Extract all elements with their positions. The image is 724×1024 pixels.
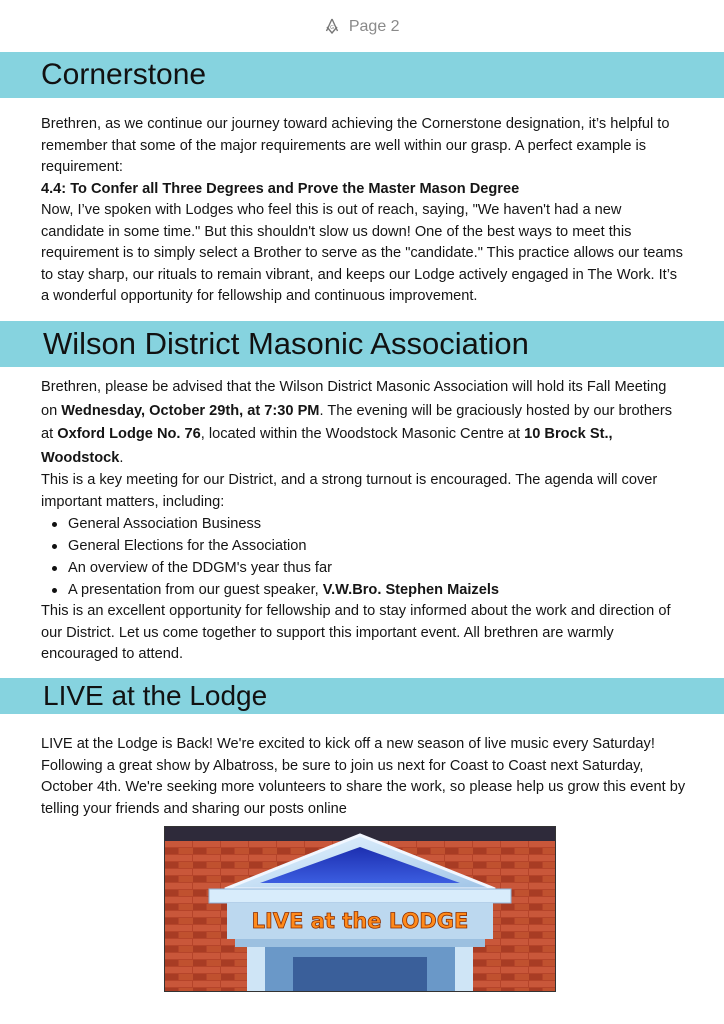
list-item: General Association Business	[41, 513, 686, 535]
live-banner	[0, 678, 724, 714]
lodge-sign-text: LIVE at the LODGE	[251, 909, 469, 933]
cornerstone-title: Cornerstone	[41, 58, 207, 91]
wilson-p1-text-d: .	[119, 449, 124, 466]
cornerstone-intro: Brethren, as we continue our journey toward achieving the Cornerstone designation, it’s helpful to remember that some of the major requirements are well within our grasp. A perfect example is requirement:	[41, 116, 670, 175]
cornerstone-banner	[0, 52, 724, 98]
bullet4-text: A presentation from our guest speaker,	[68, 582, 323, 598]
wilson-title: Wilson District Masonic Association	[43, 326, 529, 361]
wilson-text	[41, 376, 686, 666]
wilson-paragraph-3: This is an excellent opportunity for fellowship and to stay informed about the work and direction of our District. Let us come together to support this important event. All brethren are warmly encouraged to attend.	[41, 603, 671, 662]
wilson-p1-text-a: Brethren, please be advised that the Wilson District Masonic Association will hold its Fall Meeting on	[41, 379, 667, 419]
cornerstone-body: Now, I’ve spoken with Lodges who feel this is out of reach, saying, "We haven't had a new candidate in some time." But this shouldn't slow us down! One of the best ways to meet this requirement is to simply select a Brother to serve as the "candidate." This practice allows our teams to stay sharp, our rituals to remain vibrant, and keeps our Lodge actively engaged in The Work. It’s a wonderful opportunity for fellowship and continuous improvement.	[41, 202, 683, 304]
agenda-list	[41, 513, 686, 601]
meeting-address: 10 Brock St., Woodstock	[41, 426, 613, 466]
host-lodge: Oxford Lodge No. 76	[57, 426, 201, 442]
wilson-paragraph-2: This is a key meeting for our District, and a strong turnout is encouraged. The agenda will cover important matters, including:	[41, 472, 658, 510]
list-item: An overview of the DDGM's year thus far	[41, 557, 686, 579]
live-at-the-lodge-image	[164, 826, 556, 992]
svg-text:G: G	[330, 25, 335, 31]
page-number: Page 2	[348, 18, 400, 35]
list-item: General Elections for the Association	[41, 535, 686, 557]
live-text	[41, 734, 686, 820]
live-body: LIVE at the Lodge is Back! We're excited to kick off a new season of live music every Saturday! Following a great show by Albatross, be sure to join us next for Coast to Coast next Saturday, October 4th. We're seeking more volunteers to share the work, so please help us grow this event by telling your friends and sharing our posts online	[41, 736, 686, 817]
guest-speaker: V.W.Bro. Stephen Maizels	[322, 582, 499, 598]
square-compass-icon	[324, 18, 348, 35]
wilson-p1-text-b: . The evening will be graciously hosted by our brothers at	[41, 402, 673, 442]
list-item	[41, 579, 686, 601]
page-header	[0, 18, 724, 36]
meeting-date: Wednesday, October 29th, at 7:30 PM	[61, 402, 320, 419]
live-title: LIVE at the Lodge	[43, 680, 268, 711]
wilson-paragraph-1	[41, 376, 686, 470]
cornerstone-requirement: 4.4: To Confer all Three Degrees and Prove the Master Mason Degree	[41, 180, 520, 197]
wilson-banner	[0, 321, 724, 367]
cornerstone-text	[41, 114, 686, 308]
wilson-p1-text-c: , located within the Woodstock Masonic Centre at	[200, 426, 525, 442]
